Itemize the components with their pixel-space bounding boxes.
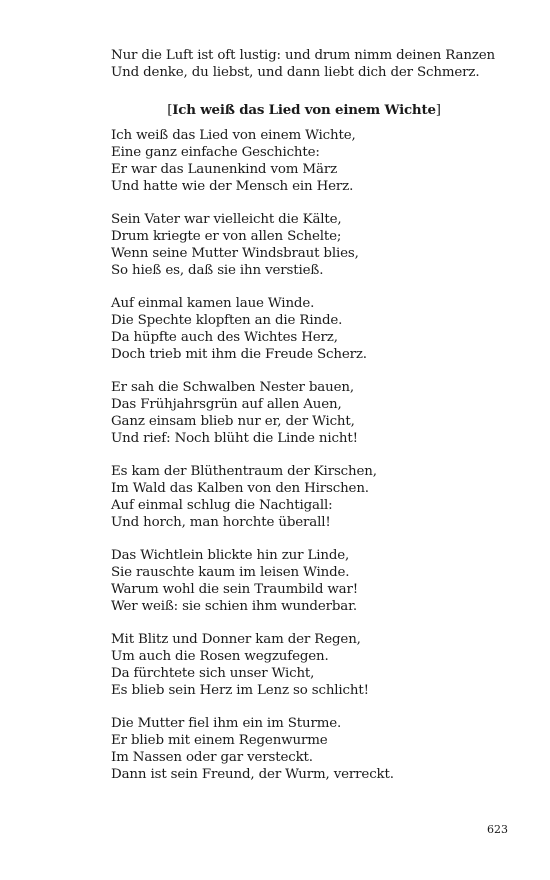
verse-line: Mit Blitz und Donner kam der Regen, bbox=[111, 632, 361, 648]
verse-line: Es blieb sein Herz im Lenz so schlicht! bbox=[111, 682, 369, 698]
stanza-6 bbox=[111, 548, 491, 615]
verse-line: Eine ganz einfache Geschichte: bbox=[111, 145, 320, 161]
verse-line: Warum wohl die sein Traumbild war! bbox=[111, 581, 358, 597]
stanza-4 bbox=[111, 380, 491, 447]
verse-line: Auf einmal kamen laue Winde. bbox=[111, 296, 315, 312]
intro-line-1: Nur die Luft ist oft lustig: und drum nimm deinen Ranzen bbox=[111, 48, 495, 63]
poem-title bbox=[111, 102, 491, 120]
page-number: 623 bbox=[487, 823, 508, 836]
verse-line: Es kam der Blüthentraum der Kirschen, bbox=[111, 464, 377, 480]
verse-line: Er blieb mit einem Regenwurme bbox=[111, 733, 328, 749]
page-body bbox=[111, 48, 495, 783]
verse-line: Sein Vater war vielleicht die Kälte, bbox=[111, 212, 342, 228]
stanza-1 bbox=[111, 128, 491, 195]
title-close-bracket: ] bbox=[435, 102, 441, 118]
verse-line: Drum kriegte er von allen Schelte; bbox=[111, 229, 342, 245]
verse-line: Das Frühjahrsgrün auf allen Auen, bbox=[111, 397, 342, 413]
stanza-5 bbox=[111, 464, 491, 531]
verse-line: Im Wald das Kalben von den Hirschen. bbox=[111, 481, 369, 497]
verse-line: Um auch die Rosen wegzufegen. bbox=[111, 649, 329, 665]
verse-line: Und rief: Noch blüht die Linde nicht! bbox=[111, 430, 358, 446]
verse-line: Auf einmal schlug die Nachtigall: bbox=[111, 497, 333, 513]
verse-line: Er sah die Schwalben Nester bauen, bbox=[111, 380, 354, 396]
verse-line: Er war das Launenkind vom März bbox=[111, 161, 337, 177]
poem-title-text: Ich weiß das Lied von einem Wichte bbox=[172, 101, 436, 118]
stanza-2 bbox=[111, 212, 491, 279]
verse-line: Und hatte wie der Mensch ein Herz. bbox=[111, 178, 354, 194]
verse-line: Sie rauschte kaum im leisen Winde. bbox=[111, 565, 350, 581]
verse-line: Die Mutter fiel ihm ein im Sturme. bbox=[111, 716, 342, 732]
verse-line: Dann ist sein Freund, der Wurm, verreckt. bbox=[111, 766, 394, 782]
stanza-8 bbox=[111, 716, 491, 783]
verse-line: Ich weiß das Lied von einem Wichte, bbox=[111, 128, 356, 144]
verse-line: Im Nassen oder gar versteckt. bbox=[111, 749, 313, 765]
verse-line: So hieß es, daß sie ihn verstieß. bbox=[111, 262, 324, 278]
title-open-bracket: [ bbox=[167, 102, 173, 118]
verse-line: Wer weiß: sie schien ihm wunderbar. bbox=[111, 598, 358, 614]
stanza-3 bbox=[111, 296, 491, 363]
verse-line: Wenn seine Mutter Windsbraut blies, bbox=[111, 245, 359, 261]
intro-stanza bbox=[111, 48, 495, 82]
verse-line: Die Spechte klopften an die Rinde. bbox=[111, 313, 343, 329]
verse-line: Doch trieb mit ihm die Freude Scherz. bbox=[111, 346, 367, 362]
stanza-7 bbox=[111, 632, 491, 699]
verse-line: Das Wichtlein blickte hin zur Linde, bbox=[111, 548, 350, 564]
verse-line: Und horch, man horchte überall! bbox=[111, 514, 331, 530]
verse-line: Da hüpfte auch des Wichtes Herz, bbox=[111, 329, 338, 345]
intro-line-2: Und denke, du liebst, und dann liebt dich der Schmerz. bbox=[111, 64, 480, 80]
verse-line: Da fürchtete sich unser Wicht, bbox=[111, 665, 315, 681]
verse-line: Ganz einsam blieb nur er, der Wicht, bbox=[111, 413, 355, 429]
